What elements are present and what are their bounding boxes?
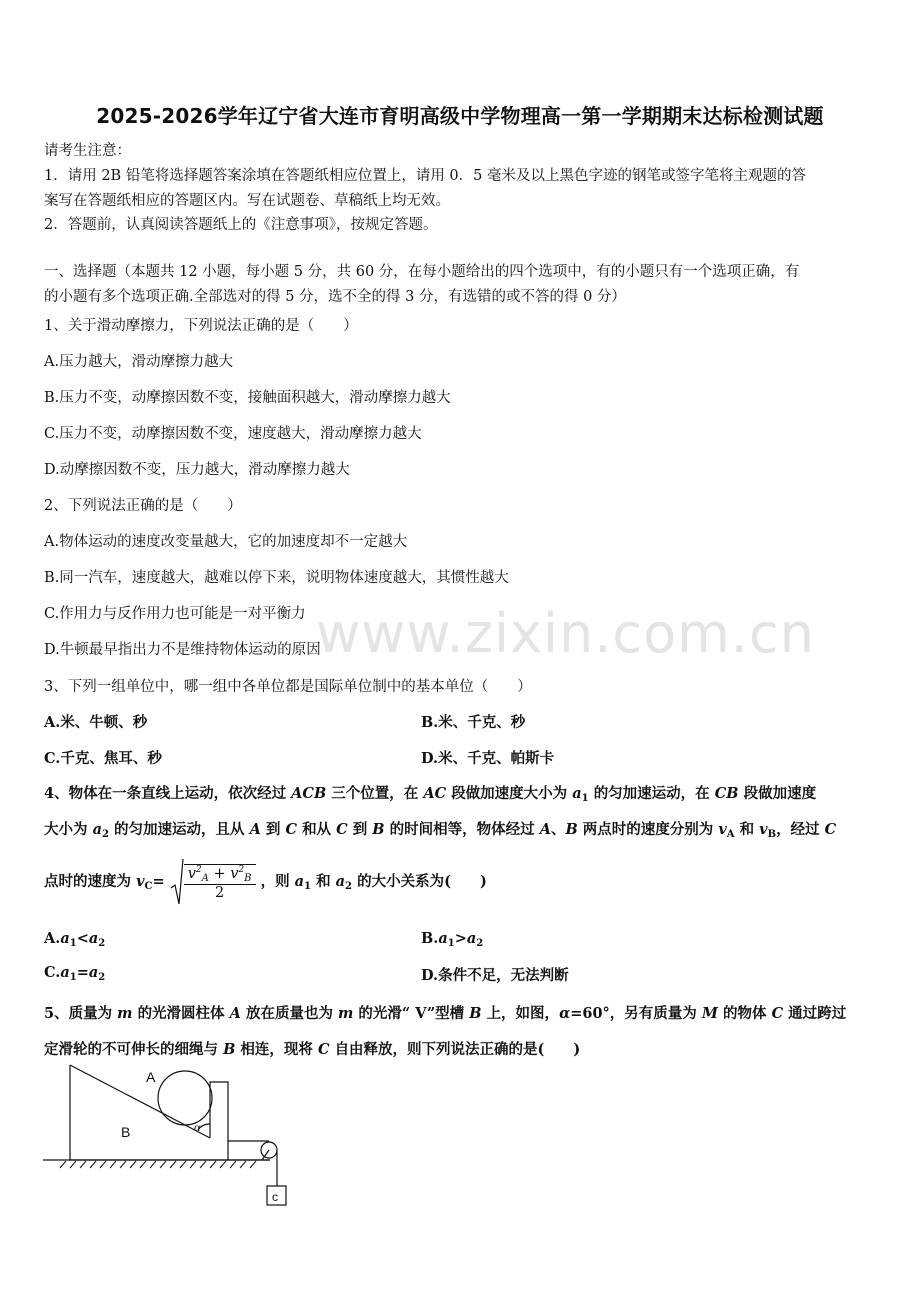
q3-option-c: C.千克、焦耳、秒: [44, 750, 162, 767]
q2-option-b: B.同一汽车，速度越大，越难以停下来，说明物体速度越大，其惯性越大: [44, 570, 509, 586]
q1-stem: 1、关于滑动摩擦力，下列说法正确的是（ ）: [44, 318, 358, 334]
q4-option-d: D.条件不足，无法判断: [421, 967, 569, 984]
q2-option-d: D.牛顿最早指出力不是维持物体运动的原因: [44, 642, 321, 658]
q4-stem-line3: 点时的速度为 $v_C=$ $\frac{v^2_A + v^2_B}{2}$ ，则 $a_1$ 和 $a_2$ 的大小关系为( ): [44, 858, 487, 906]
block-b-outline: [70, 1065, 270, 1160]
q4-option-b: $B.a_1>a_2$: [421, 930, 484, 949]
sqrt-icon: [170, 858, 184, 906]
q1-option-b: B.压力不变，动摩擦因数不变，接触面积越大，滑动摩擦力越大: [44, 390, 451, 406]
q5-figure: [40, 1060, 300, 1210]
section-instructions-line2: 的小题有多个选项正确.全部选对的得 5 分，选不全的得 3 分，有选错的或不答的得 0 分）: [44, 289, 626, 305]
cylinder-a: [158, 1071, 212, 1125]
q3-option-a: A.米、牛顿、秒: [44, 714, 148, 731]
ground-hatch: [60, 1161, 256, 1168]
q2-stem: 2、下列说法正确的是（ ）: [44, 498, 242, 514]
q4-option-c: $C.a_1=a_2$: [44, 964, 106, 983]
q5-stem-line2: 定滑轮的不可伸长的细绳与 B 相连，现将 C 自由释放，则下列说法正确的是( ): [44, 1041, 581, 1058]
label-b: B: [121, 1124, 131, 1140]
q3-stem: 3、下列一组单位中，哪一组中各单位都是国际单位制中的基本单位（ ）: [44, 679, 532, 695]
q5-stem-line1: 5、质量为 m 的光滑圆柱体 A 放在质量也为 m 的光滑“ V”型槽 B 上，如图，α=60°，另有质量为 M 的物体 C 通过跨过: [44, 1005, 847, 1022]
sqrt-formula: $\frac{v^2_A + v^2_B}{2}$: [170, 858, 256, 906]
q3-option-d: D.米、千克、帕斯卡: [421, 750, 555, 767]
label-alpha: α: [194, 1120, 201, 1134]
q1-option-a: A.压力越大，滑动摩擦力越大: [44, 354, 234, 370]
notice-heading: 请考生注意：: [44, 143, 131, 159]
page-title: 2025-2026学年辽宁省大连市育明高级中学物理高一第一学期期末达标检测试题: [96, 104, 824, 128]
block-b-wall: [210, 1082, 228, 1160]
q1-option-c: C.压力不变，动摩擦因数不变，速度越大，滑动摩擦力越大: [44, 426, 422, 442]
notice-item-2: 2．答题前，认真阅读答题纸上的《注意事项》，按规定答题。: [44, 217, 438, 233]
q4-option-a: $A.a_1<a_2$: [44, 930, 106, 949]
label-c: c: [272, 1190, 278, 1204]
q4-stem-line1: 4、物体在一条直线上运动，依次经过 ACB 三个位置，在 AC 段做加速度大小为 $a_1$ 的匀加速运动，在 CB 段做加速度: [44, 785, 817, 804]
watermark: www.zixin.com.cn: [316, 602, 815, 665]
notice-item-1a: 1．请用 2B 铅笔将选择题答案涂填在答题纸相应位置上，请用 0．5 毫米及以上黑色字迹的钢笔或签字笔将主观题的答: [44, 168, 806, 184]
incline-surface: [70, 1065, 210, 1138]
q2-option-a: A.物体运动的速度改变量越大，它的加速度却不一定越大: [44, 534, 408, 550]
q1-option-d: D.动摩擦因数不变，压力越大，滑动摩擦力越大: [44, 462, 350, 478]
notice-item-1b: 案写在答题纸相应的答题区内。写在试题卷、草稿纸上均无效。: [44, 193, 450, 209]
q2-option-c: C.作用力与反作用力也可能是一对平衡力: [44, 606, 306, 622]
q3-option-b: B.米、千克、秒: [421, 714, 526, 731]
section-instructions-line1: 一、选择题（本题共 12 小题，每小题 5 分，共 60 分，在每小题给出的四个选项中，有的小题只有一个选项正确，有: [44, 264, 800, 280]
label-a: A: [146, 1069, 156, 1085]
q4-stem-line2: 大小为 $a_2$ 的匀加速运动，且从 A 到 C 和从 C 到 B 的时间相等，物体经过 A、B 两点时的速度分别为 $v_A$ 和 $v_B$，经过 C: [44, 821, 837, 840]
